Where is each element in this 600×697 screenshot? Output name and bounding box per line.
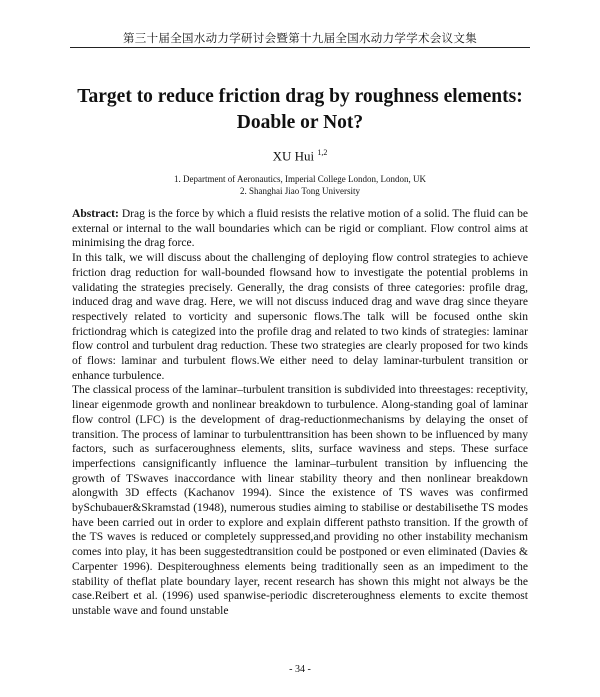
running-head: 第三十届全国水动力学研讨会暨第十九届全国水动力学学术会议文集 bbox=[123, 33, 477, 45]
paper-body bbox=[72, 207, 528, 619]
body-paragraph-1: In this talk, we will discuss about the challenging of deploying flow control strategies to achieve friction drag reduction for wall-bounded flowsand how to investigate the potential problems in validating the strategies precisely. Generally, the drag consists of three categories: profile drag, induced drag and wave drag. Here, we will not discuss induced drag and wave drag since theyare respectively related to vorticity and supersonic flows.The talk will be focused onthe skin frictiondrag which is categized into the profile drag and related to two kinds of strategies: laminar flow control and turbulent drag reduction. These two strategies are clearly proposed for two kinds of flows: laminar and turbulent flows.We either need to delay laminar-turbulent transition or enhance turbulence. bbox=[72, 252, 528, 382]
author-affiliation-marks: 1,2 bbox=[317, 148, 328, 157]
affiliations bbox=[0, 173, 600, 197]
title-line-1: Target to reduce friction drag by roughness elements: bbox=[77, 86, 523, 107]
abstract-paragraph bbox=[72, 207, 528, 251]
header-rule bbox=[70, 47, 530, 48]
page-number: - 34 - bbox=[289, 664, 311, 675]
title-line-2: Doable or Not? bbox=[236, 112, 364, 133]
affiliation-1: 1. Department of Aeronautics, Imperial College London, London, UK bbox=[174, 174, 426, 184]
abstract-text: Drag is the force by which a fluid resists the relative motion of a solid. The fluid can be external or internal to the wall boundaries which can be rigid or compliant. Flow control aims at minimising the drag force. bbox=[72, 208, 528, 250]
author bbox=[0, 148, 600, 164]
abstract-label: Abstract: bbox=[72, 208, 119, 220]
affiliation-2: 2. Shanghai Jiao Tong University bbox=[240, 186, 360, 196]
author-name: XU Hui bbox=[272, 148, 315, 164]
body-paragraph-2: The classical process of the laminar–turbulent transition is subdivided into threestages: receptivity, linear eigenmode growth and nonlinear breakdown to turbulence. Along-standing goal of laminar flow control (LFC) is the development of drag-reductionmechanisms by delaying the onset of transition. The process of laminar to turbulenttransition has been shown to be influenced by many factors, such as surfaceroughness elements, slits, surface waviness and steps. These surface imperfections cansignificantly influence the laminar–turbulent transition by influencing the growth of TSwaves inaccordance with linear stability theory and then nonlinear breakdown alongwith 3D effects (Kachanov 1994). Since the existence of TS waves was confirmed bySchubauer&Skramstad (1948), numerous studies aiming to stabilise or destabilisethe TS modes have been carried out in order to explore and explain different pathsto transition. If the growth of the TS waves is reduced or completely suppressed,and providing no other instability mechanism comes into play, it has been suggestedtransition could be postponed or even eliminated (Davies & Carpenter 1996). Despiteroughness elements being traditionally seen as an impediment to the stability of theflat plate boundary layer, recent research has shown this might not always be the case.Reibert et al. (1996) used spanwise-periodic discreteroughness elements to excite themost unstable wave and found unstable bbox=[72, 384, 528, 617]
paper-title bbox=[60, 84, 540, 136]
